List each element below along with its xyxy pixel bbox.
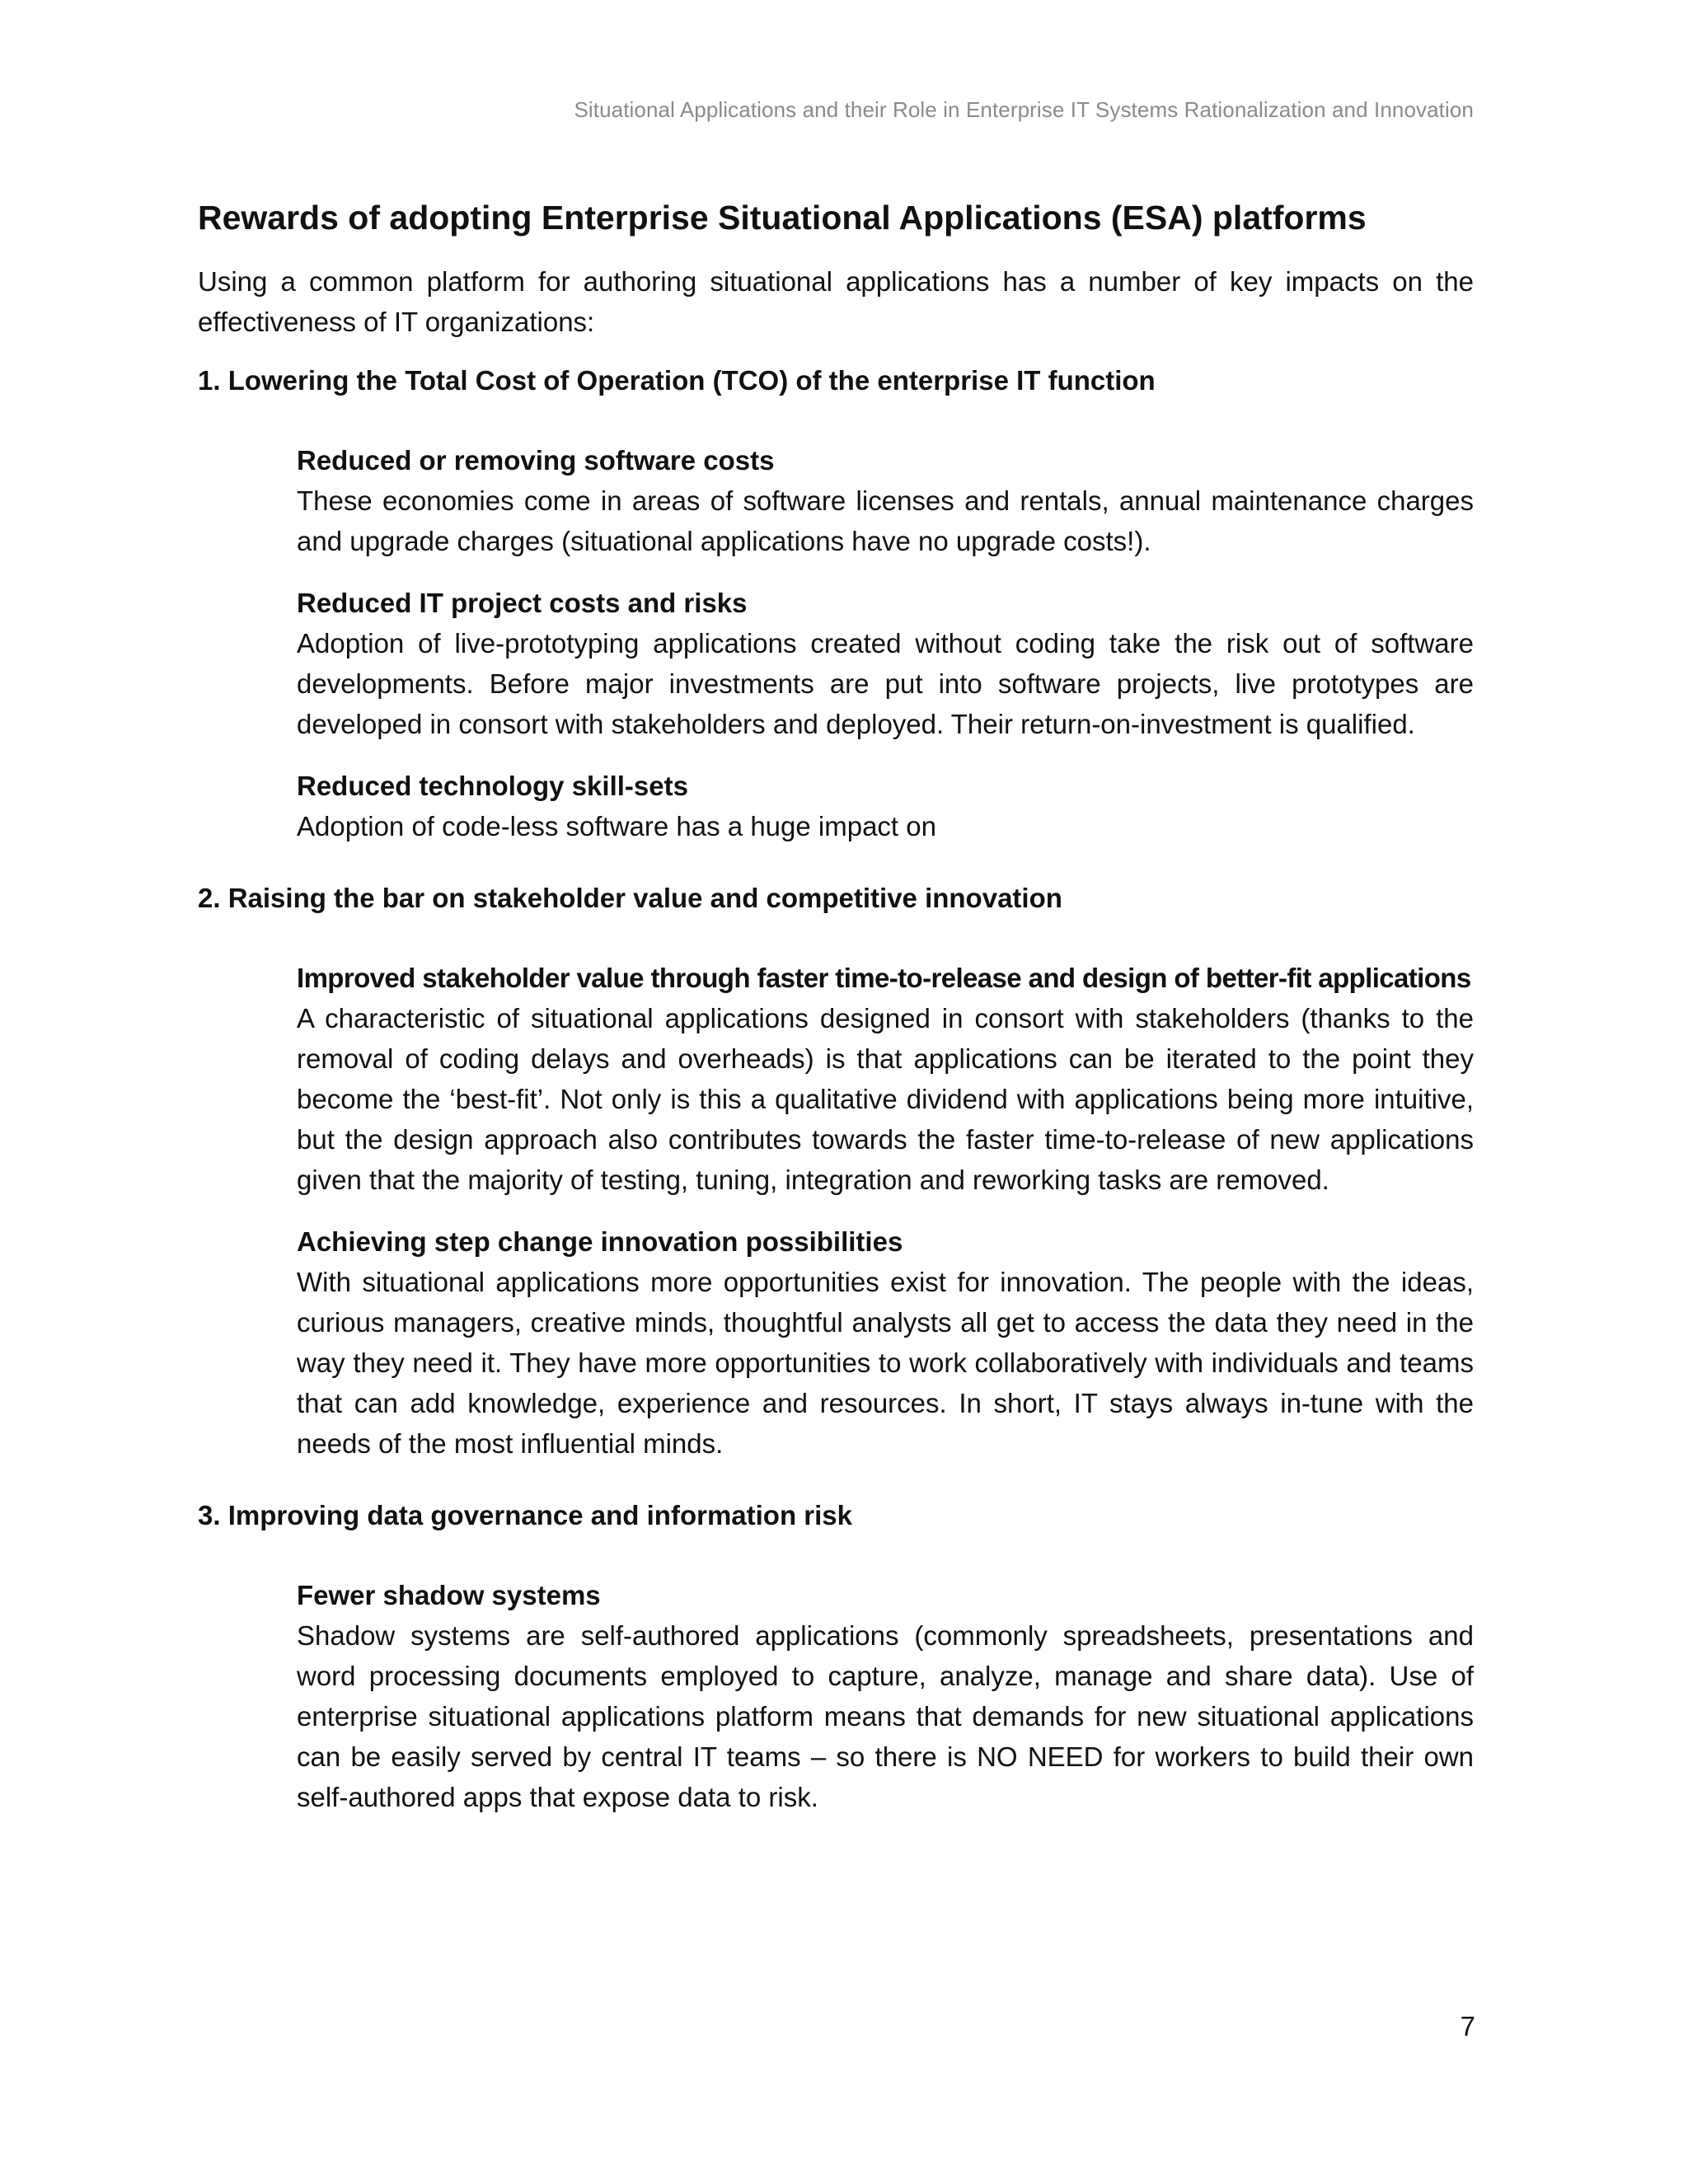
subsection-heading: Reduced or removing software costs [297,445,775,476]
subsection-body: With situational applications more opportunities exist for innovation. The people with the ideas, curious managers, creative minds, thoughtful analysts all get to access the data they need in the way they need it. They have more opportunities to work collaboratively with individuals and teams that can add knowledge, experience and resources. In short, IT stays always in-tune with the needs of the most influential minds. [297,1267,1474,1460]
subsection-body: Shadow systems are self-authored applications (commonly spreadsheets, presentations and word processing documents employed to capture, analyze, manage and share data). Use of enterprise situational applications platform means that demands for new situational applications can be easily served by central IT teams – so there is NO NEED for workers to build their own self-authored apps that expose data to risk. [297,1620,1474,1813]
subsection-body: A characteristic of situational applications designed in consort with stakeholders (thanks to the removal of coding delays and overheads) is that applications can be iterated to the point they become the ‘best-fit’. Not only is this a qualitative dividend with applications being more intuitive, but the design approach also contributes towards the faster time-to-release of new applications given that the majority of testing, tuning, integration and reworking tasks are removed. [297,1003,1474,1196]
section-heading: 2. Raising the bar on stakeholder value and competitive innovation [198,883,1062,914]
subsection-skill-sets [297,766,1474,846]
subsection-body: Adoption of code-less software has a huge impact on [297,811,936,842]
section-stakeholder-value [198,878,1474,1464]
subsection-heading: Achieving step change innovation possibilities [297,1226,903,1258]
document-content [198,196,1474,1849]
section-heading: 3. Improving data governance and information risk [198,1500,852,1531]
subsection-body: Adoption of live-prototyping applications created without coding take the risk out of software developments. Before major investments are put into software projects, live prototypes are developed in consort with stakeholders and deployed. Their return-on-investment is qualified. [297,628,1474,740]
subsection-project-costs [297,583,1474,744]
subsection-heading: Improved stakeholder value through faster time-to-release and design of better-fit applications [297,963,1471,994]
running-header: Situational Applications and their Role in Enterprise IT Systems Rationalization and Innovation [574,97,1474,122]
subsection-heading: Reduced IT project costs and risks [297,588,748,619]
subsection-body: These economies come in areas of software licenses and rentals, annual maintenance charges and upgrade charges (situational applications have no upgrade costs!). [297,485,1474,557]
subsection-time-to-release [297,958,1474,1200]
section-tco [198,360,1474,846]
intro-paragraph: Using a common platform for authoring situational applications has a number of key impacts on the effectiveness of IT organizations: [198,266,1474,338]
section-heading: 1. Lowering the Total Cost of Operation (TCO) of the enterprise IT function [198,365,1156,396]
subsection-shadow-systems [297,1575,1474,1817]
subsection-innovation [297,1221,1474,1464]
section-data-governance [198,1495,1474,1817]
subsection-heading: Fewer shadow systems [297,1580,601,1611]
page-title: Rewards of adopting Enterprise Situational Applications (ESA) platforms [198,199,1367,237]
subsection-software-costs [297,440,1474,561]
page-number: 7 [1460,2011,1475,2041]
subsection-heading: Reduced technology skill-sets [297,771,688,802]
